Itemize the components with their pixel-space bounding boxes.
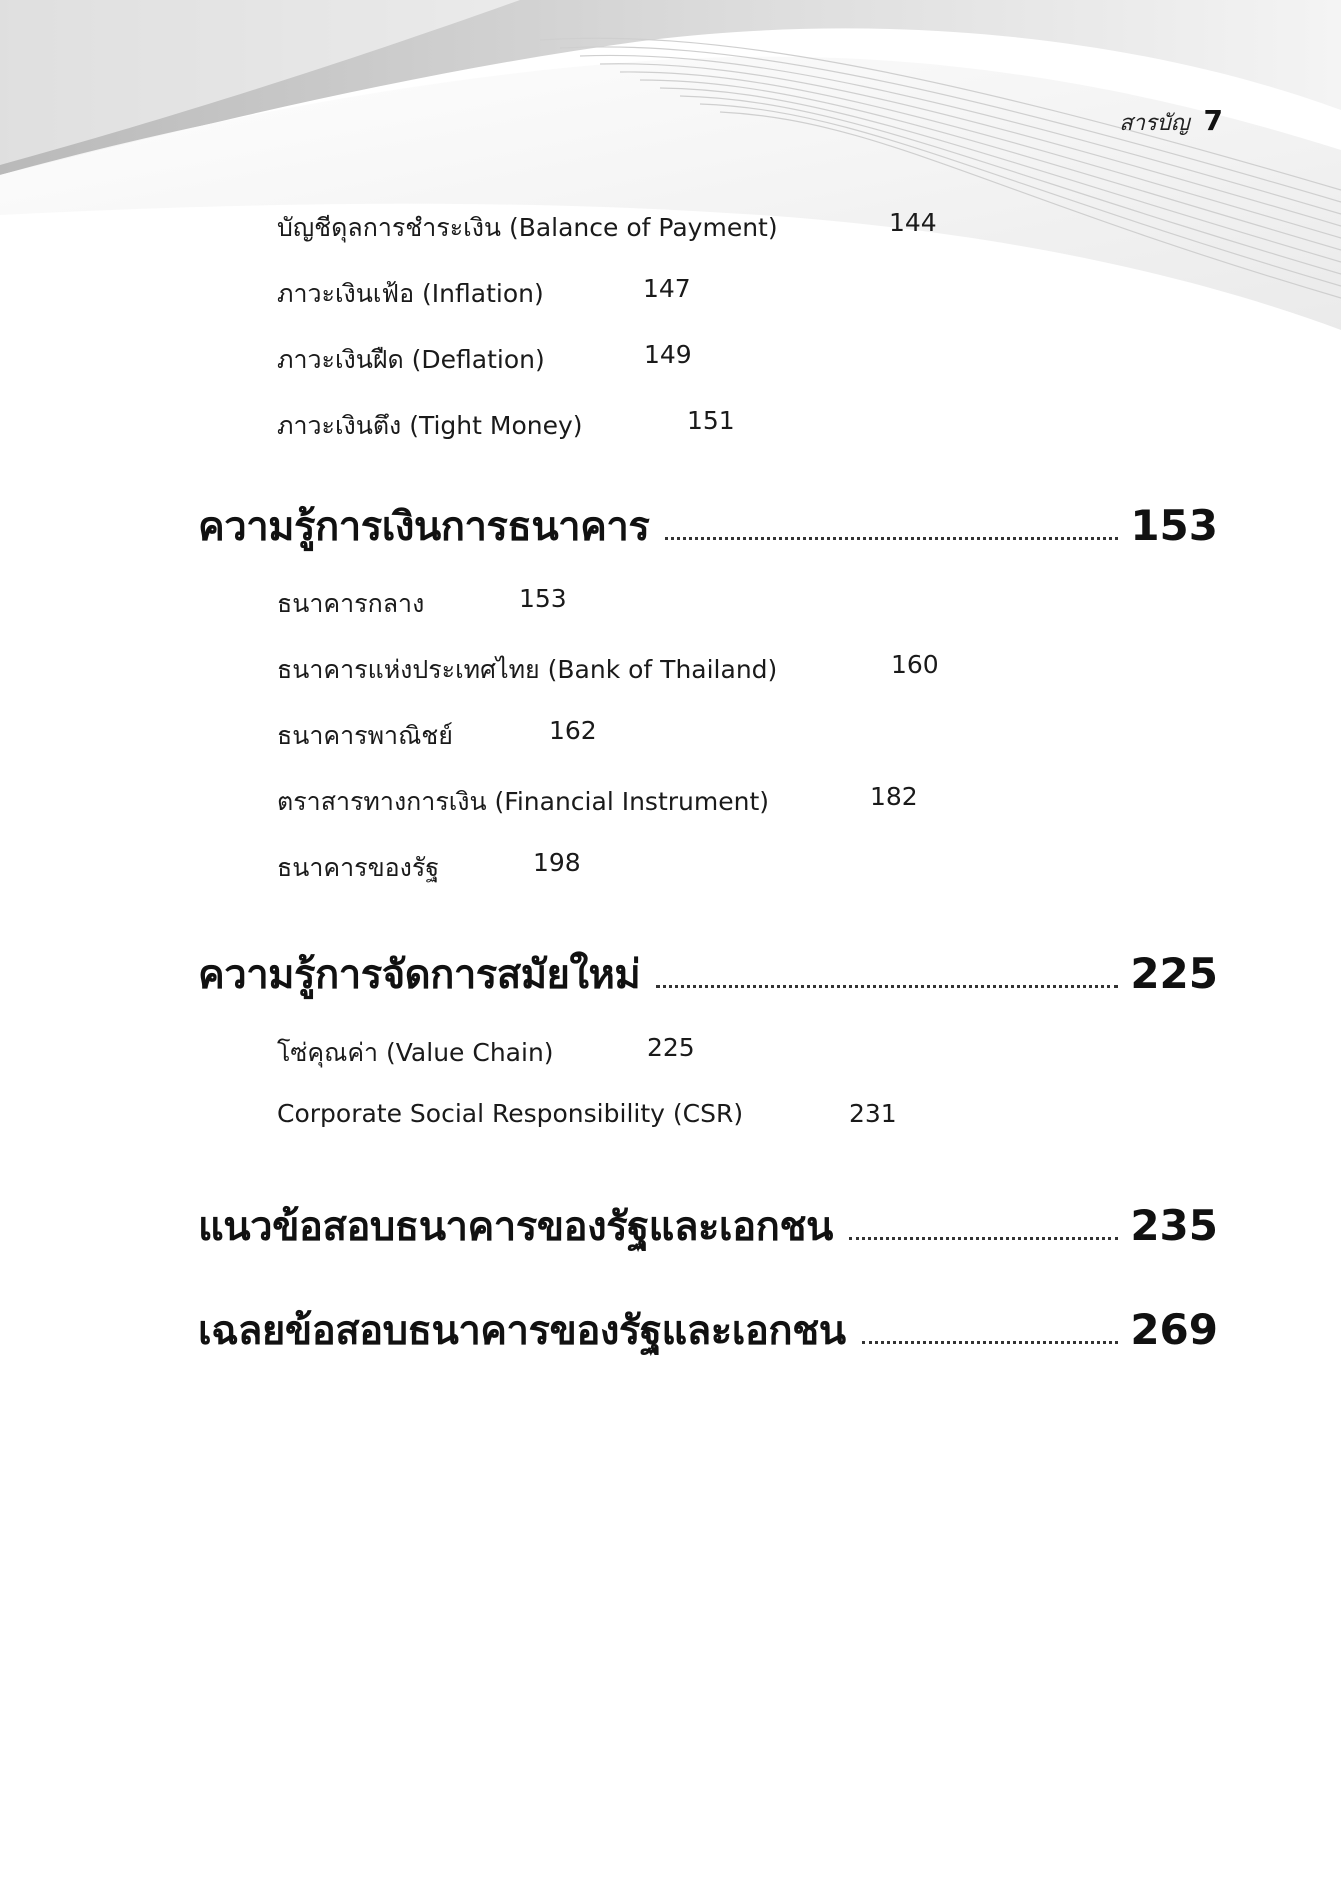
toc-chapter xyxy=(198,942,1218,1006)
toc-entry-page: 182 xyxy=(870,782,918,811)
toc-entry xyxy=(277,848,581,888)
toc-entry-page: 147 xyxy=(643,274,691,303)
toc-chapter-page: 235 xyxy=(1130,1201,1218,1250)
toc-entry xyxy=(277,584,567,624)
dot-leader xyxy=(665,537,1118,540)
running-head-title: สารบัญ xyxy=(1119,111,1190,136)
toc-entry-label: ภาวะเงินตึง (Tight Money) xyxy=(277,411,583,440)
dot-leader xyxy=(849,1237,1118,1240)
toc-entry-page: 162 xyxy=(549,716,597,745)
toc-chapter xyxy=(198,1298,1218,1362)
toc-entry-label: ธนาคารพาณิชย์ xyxy=(277,721,453,750)
toc-chapter-page: 225 xyxy=(1130,949,1218,998)
toc-chapter-title: แนวข้อสอบธนาคารของรัฐและเอกชน xyxy=(198,1204,833,1250)
toc-entry-label: ธนาคารแห่งประเทศไทย (Bank of Thailand) xyxy=(277,655,778,684)
toc-chapter-page: 153 xyxy=(1130,501,1218,550)
toc-entry-page: 225 xyxy=(647,1033,695,1062)
toc-chapter-page: 269 xyxy=(1130,1305,1218,1354)
toc-entry xyxy=(277,782,918,822)
toc-entry xyxy=(277,340,692,380)
toc-entry-page: 144 xyxy=(889,208,937,237)
toc-entry xyxy=(277,208,937,248)
toc-entry-label: โซ่คุณค่า (Value Chain) xyxy=(277,1038,554,1067)
dot-leader xyxy=(656,985,1118,988)
toc-entry xyxy=(277,716,597,756)
toc-chapter-title: ความรู้การจัดการสมัยใหม่ xyxy=(198,952,641,998)
toc-chapter-title: ความรู้การเงินการธนาคาร xyxy=(198,504,650,550)
toc-entry-label: ตราสารทางการเงิน (Financial Instrument) xyxy=(277,787,770,816)
toc-entry-label: ธนาคารกลาง xyxy=(277,589,425,618)
toc-entry-label: บัญชีดุลการชำระเงิน (Balance of Payment) xyxy=(277,213,778,242)
toc-entry-page: 151 xyxy=(687,406,735,435)
toc-entry-label: ธนาคารของรัฐ xyxy=(277,853,440,882)
toc-entry-page: 149 xyxy=(644,340,692,369)
dot-leader xyxy=(862,1341,1119,1344)
toc-entry-label: ภาวะเงินเฟ้อ (Inflation) xyxy=(277,279,544,308)
toc-entry-page: 160 xyxy=(891,650,939,679)
toc-chapter-title: เฉลยข้อสอบธนาคารของรัฐและเอกชน xyxy=(198,1308,846,1354)
toc-entry xyxy=(277,650,939,690)
toc-entry xyxy=(277,1099,897,1128)
toc-entry xyxy=(277,406,735,446)
toc-entry-label: ภาวะเงินฝืด (Deflation) xyxy=(277,345,545,374)
toc-chapter xyxy=(198,1194,1218,1258)
toc-entry-label: Corporate Social Responsibility (CSR) xyxy=(277,1099,744,1128)
toc-chapter xyxy=(198,494,1218,558)
toc-entry-page: 153 xyxy=(519,584,567,613)
running-head-page-number: 7 xyxy=(1203,104,1223,137)
toc-entry xyxy=(277,274,691,314)
toc-entry-page: 231 xyxy=(849,1099,897,1128)
toc-entry xyxy=(277,1033,695,1073)
toc-entry-page: 198 xyxy=(533,848,581,877)
